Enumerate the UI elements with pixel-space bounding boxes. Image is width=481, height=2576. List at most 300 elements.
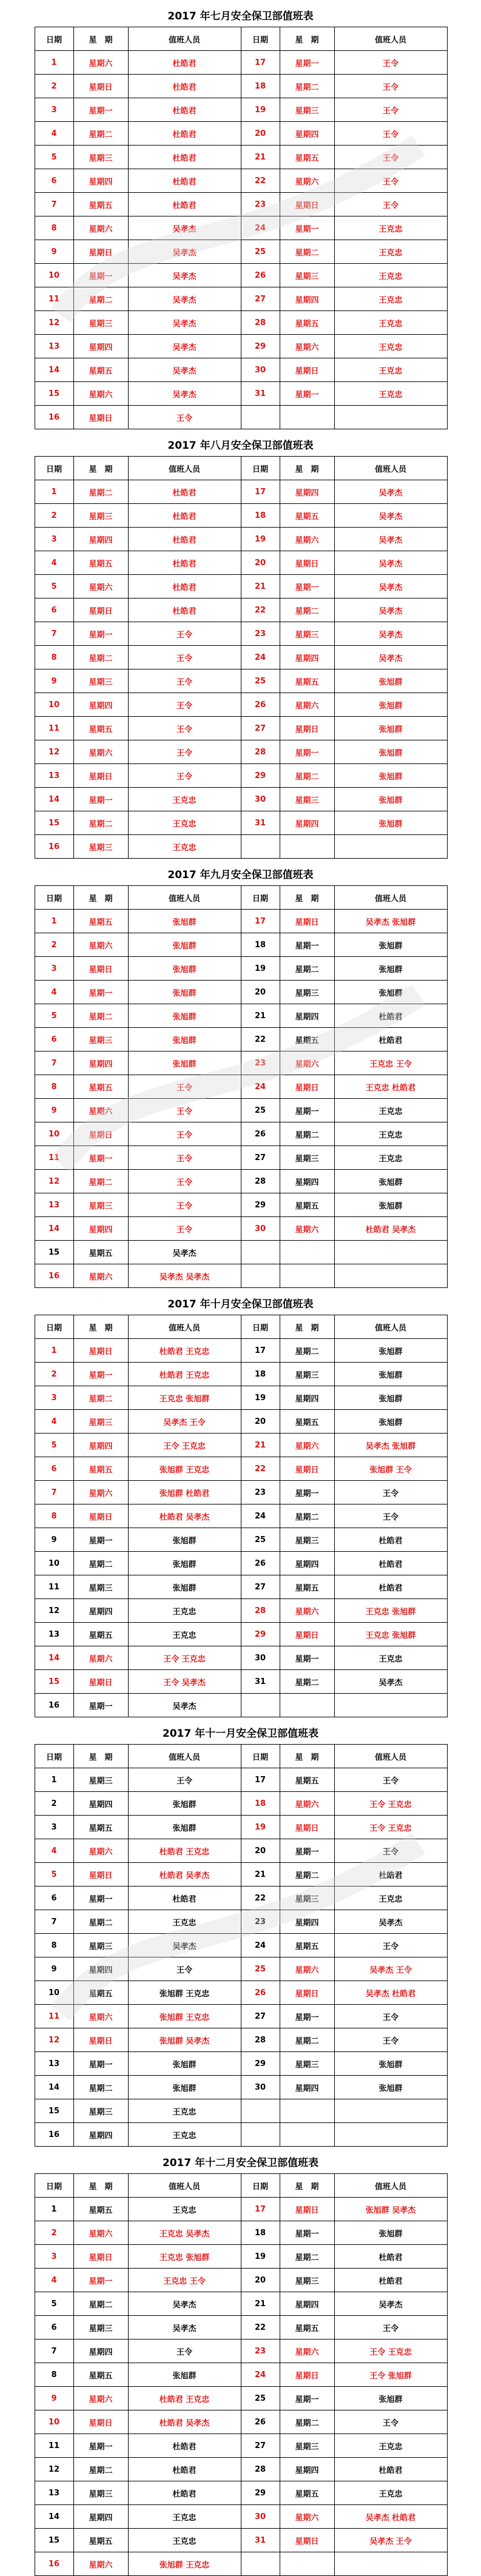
cell-weekday: 星期五 bbox=[73, 551, 128, 575]
cell-weekday: 星期六 bbox=[73, 1646, 128, 1670]
cell-day: 13 bbox=[35, 1193, 73, 1217]
cell-staff: 杜皓君 bbox=[128, 51, 241, 75]
cell-weekday: 星期六 bbox=[73, 2005, 128, 2028]
table-row bbox=[35, 169, 447, 193]
cell-day: 27 bbox=[241, 1146, 280, 1170]
cell-weekday: 星期三 bbox=[280, 98, 334, 122]
cell-day: 23 bbox=[241, 1052, 280, 1075]
cell-weekday: 星期一 bbox=[73, 1528, 128, 1552]
table-row bbox=[35, 2505, 447, 2529]
cell-weekday: 星期二 bbox=[280, 2245, 334, 2269]
cell-day: 27 bbox=[241, 717, 280, 740]
table-row bbox=[35, 1410, 447, 1434]
cell-day: 11 bbox=[35, 2005, 73, 2028]
cell-weekday: 星期日 bbox=[73, 957, 128, 981]
cell-day: 26 bbox=[241, 1122, 280, 1146]
cell-day: 24 bbox=[241, 216, 280, 240]
cell-staff: 王令 bbox=[128, 1170, 241, 1193]
cell-staff: 王令 bbox=[128, 622, 241, 646]
cell-weekday: 星期六 bbox=[73, 933, 128, 957]
cell-weekday: 星期二 bbox=[280, 1339, 334, 1363]
cell-staff: 王克忠 张旭群 bbox=[334, 1623, 447, 1646]
cell-staff: 王令 王克忠 bbox=[334, 1792, 447, 1816]
cell-day: 10 bbox=[35, 2410, 73, 2434]
column-header-day: 日期 bbox=[35, 1315, 73, 1339]
duty-table bbox=[35, 456, 448, 859]
cell-day: 6 bbox=[35, 169, 73, 193]
table-row bbox=[35, 504, 447, 528]
cell-staff: 张旭群 bbox=[334, 740, 447, 764]
column-header-day: 日期 bbox=[35, 1745, 73, 1768]
cell-staff: 王克忠 bbox=[334, 240, 447, 264]
cell-day: 29 bbox=[241, 764, 280, 788]
cell-staff: 张旭群 bbox=[128, 1028, 241, 1052]
cell-day: 30 bbox=[241, 358, 280, 382]
cell-weekday: 星期日 bbox=[280, 358, 334, 382]
cell-weekday: 星期二 bbox=[73, 1386, 128, 1410]
cell-weekday: 星期四 bbox=[280, 2076, 334, 2099]
table-row bbox=[35, 599, 447, 622]
cell-day: 2 bbox=[35, 504, 73, 528]
cell-day: 2 bbox=[35, 1792, 73, 1816]
cell-weekday: 星期六 bbox=[73, 216, 128, 240]
cell-weekday: 星期一 bbox=[280, 2005, 334, 2028]
cell-staff: 王克忠 bbox=[128, 1623, 241, 1646]
cell-day: 24 bbox=[241, 1504, 280, 1528]
cell-staff: 王克忠 bbox=[128, 835, 241, 859]
cell-day bbox=[241, 2552, 280, 2576]
cell-day: 5 bbox=[35, 1863, 73, 1887]
cell-weekday bbox=[280, 1241, 334, 1264]
cell-weekday: 星期二 bbox=[280, 764, 334, 788]
cell-day: 15 bbox=[35, 1241, 73, 1264]
cell-weekday: 星期日 bbox=[280, 1981, 334, 2005]
cell-day: 22 bbox=[241, 1028, 280, 1052]
cell-day: 7 bbox=[35, 1910, 73, 1934]
cell-weekday: 星期五 bbox=[73, 1241, 128, 1264]
cell-weekday: 星期三 bbox=[73, 1410, 128, 1434]
cell-day bbox=[241, 406, 280, 429]
cell-staff: 王令 bbox=[334, 146, 447, 169]
cell-weekday: 星期日 bbox=[280, 551, 334, 575]
cell-weekday: 星期四 bbox=[73, 2340, 128, 2363]
cell-day: 30 bbox=[241, 1217, 280, 1241]
cell-staff: 吴孝杰 bbox=[128, 216, 241, 240]
cell-weekday: 星期五 bbox=[73, 1623, 128, 1646]
cell-day: 21 bbox=[241, 2292, 280, 2316]
cell-weekday: 星期五 bbox=[73, 910, 128, 933]
cell-day: 22 bbox=[241, 2316, 280, 2340]
cell-staff: 张旭群 吴孝杰 bbox=[334, 2198, 447, 2221]
cell-day: 20 bbox=[241, 981, 280, 1004]
month-section bbox=[35, 1717, 447, 2147]
table-row bbox=[35, 2529, 447, 2552]
cell-day: 13 bbox=[35, 2481, 73, 2505]
cell-day: 3 bbox=[35, 1386, 73, 1410]
cell-day: 21 bbox=[241, 1434, 280, 1457]
cell-weekday bbox=[280, 2099, 334, 2123]
table-row bbox=[35, 910, 447, 933]
cell-staff: 张旭群 bbox=[334, 788, 447, 811]
table-row bbox=[35, 1481, 447, 1504]
cell-staff: 张旭群 bbox=[334, 933, 447, 957]
cell-day: 13 bbox=[35, 335, 73, 358]
cell-weekday: 星期四 bbox=[73, 1052, 128, 1075]
table-row bbox=[35, 1363, 447, 1386]
table-row bbox=[35, 287, 447, 311]
cell-staff: 王令 bbox=[334, 1839, 447, 1863]
cell-day: 10 bbox=[35, 1981, 73, 2005]
table-row bbox=[35, 1504, 447, 1528]
cell-day: 3 bbox=[35, 957, 73, 981]
cell-day: 27 bbox=[241, 287, 280, 311]
cell-day: 3 bbox=[35, 1816, 73, 1839]
table-row bbox=[35, 981, 447, 1004]
cell-weekday: 星期一 bbox=[73, 1887, 128, 1910]
cell-day: 8 bbox=[35, 1504, 73, 1528]
cell-staff: 王令 bbox=[128, 1957, 241, 1981]
cell-weekday: 星期四 bbox=[280, 2292, 334, 2316]
cell-day: 1 bbox=[35, 2198, 73, 2221]
table-row bbox=[35, 2028, 447, 2052]
cell-day: 16 bbox=[35, 835, 73, 859]
cell-weekday bbox=[280, 1694, 334, 1717]
cell-staff: 张旭群 bbox=[128, 933, 241, 957]
cell-weekday: 星期一 bbox=[73, 1146, 128, 1170]
cell-day: 16 bbox=[35, 2552, 73, 2576]
cell-weekday: 星期五 bbox=[280, 2316, 334, 2340]
cell-weekday: 星期一 bbox=[280, 382, 334, 406]
cell-staff: 王令 bbox=[334, 98, 447, 122]
cell-weekday: 星期四 bbox=[73, 1599, 128, 1623]
cell-day: 2 bbox=[35, 1363, 73, 1386]
table-row bbox=[35, 1075, 447, 1099]
cell-weekday: 星期三 bbox=[280, 2434, 334, 2458]
table-row bbox=[35, 2052, 447, 2076]
cell-staff: 杜皓君 bbox=[128, 599, 241, 622]
cell-staff: 吴孝杰 吴孝杰 bbox=[128, 1264, 241, 1288]
cell-weekday: 星期五 bbox=[280, 669, 334, 693]
cell-day: 31 bbox=[241, 2529, 280, 2552]
cell-day: 2 bbox=[35, 2221, 73, 2245]
cell-weekday: 星期五 bbox=[73, 2529, 128, 2552]
cell-weekday: 星期三 bbox=[73, 2481, 128, 2505]
table-row bbox=[35, 2269, 447, 2292]
table-header-row bbox=[35, 2174, 447, 2198]
cell-staff: 王令 bbox=[334, 1934, 447, 1957]
cell-staff bbox=[334, 2552, 447, 2576]
cell-staff: 王克忠 bbox=[334, 264, 447, 287]
cell-staff: 张旭群 bbox=[128, 2076, 241, 2099]
table-row bbox=[35, 1957, 447, 1981]
column-header-weekday: 星 期 bbox=[73, 27, 128, 51]
cell-weekday: 星期六 bbox=[73, 2221, 128, 2245]
cell-weekday: 星期五 bbox=[73, 1816, 128, 1839]
column-header-weekday: 星 期 bbox=[73, 886, 128, 910]
cell-day: 25 bbox=[241, 2387, 280, 2410]
cell-staff: 张旭群 bbox=[334, 1170, 447, 1193]
cell-staff: 王令 bbox=[334, 193, 447, 216]
table-row bbox=[35, 2387, 447, 2410]
month-section bbox=[35, 429, 447, 859]
cell-staff: 杜皓君 bbox=[334, 2245, 447, 2269]
table-row bbox=[35, 740, 447, 764]
column-header-weekday: 星 期 bbox=[73, 2174, 128, 2198]
cell-staff: 王令 王克忠 bbox=[128, 1434, 241, 1457]
column-header-staff: 值班人员 bbox=[128, 457, 241, 480]
table-row bbox=[35, 1863, 447, 1887]
cell-staff: 杜皓君 bbox=[334, 2269, 447, 2292]
table-row bbox=[35, 146, 447, 169]
cell-day: 1 bbox=[35, 1768, 73, 1792]
cell-day: 7 bbox=[35, 1481, 73, 1504]
cell-weekday: 星期二 bbox=[73, 287, 128, 311]
cell-weekday: 星期四 bbox=[280, 1386, 334, 1410]
cell-weekday: 星期六 bbox=[280, 528, 334, 551]
cell-staff: 王克忠 bbox=[128, 2505, 241, 2529]
cell-staff: 杜皓君 bbox=[128, 528, 241, 551]
cell-day: 6 bbox=[35, 2316, 73, 2340]
cell-day: 10 bbox=[35, 1122, 73, 1146]
table-row bbox=[35, 1146, 447, 1170]
cell-day: 30 bbox=[241, 2505, 280, 2529]
cell-day: 19 bbox=[241, 1816, 280, 1839]
cell-day: 30 bbox=[241, 788, 280, 811]
cell-staff: 王克忠 bbox=[128, 788, 241, 811]
table-row bbox=[35, 2198, 447, 2221]
cell-day: 7 bbox=[35, 193, 73, 216]
cell-day: 28 bbox=[241, 740, 280, 764]
cell-day: 17 bbox=[241, 1339, 280, 1363]
cell-staff: 王克忠 bbox=[334, 1146, 447, 1170]
cell-day: 25 bbox=[241, 240, 280, 264]
cell-day: 14 bbox=[35, 2505, 73, 2529]
cell-staff: 杜皓君 王克忠 bbox=[128, 1339, 241, 1363]
month-title: 2017 年十二月安全保卫部值班表 bbox=[162, 2157, 319, 2169]
cell-day: 22 bbox=[241, 169, 280, 193]
table-row bbox=[35, 406, 447, 429]
cell-day: 11 bbox=[35, 2434, 73, 2458]
cell-staff bbox=[334, 2099, 447, 2123]
cell-weekday: 星期一 bbox=[280, 1099, 334, 1122]
table-row bbox=[35, 1910, 447, 1934]
cell-staff: 王克忠 张旭群 bbox=[128, 1386, 241, 1410]
cell-day: 12 bbox=[35, 2028, 73, 2052]
cell-day: 28 bbox=[241, 1599, 280, 1623]
cell-staff: 杜皓君 bbox=[334, 1575, 447, 1599]
cell-staff: 王令 bbox=[128, 740, 241, 764]
cell-weekday: 星期四 bbox=[73, 1434, 128, 1457]
table-row bbox=[35, 575, 447, 599]
cell-day: 29 bbox=[241, 1193, 280, 1217]
column-header-day: 日期 bbox=[241, 1745, 280, 1768]
cell-day: 16 bbox=[35, 406, 73, 429]
cell-weekday: 星期二 bbox=[280, 2028, 334, 2052]
cell-staff: 张旭群 bbox=[334, 669, 447, 693]
cell-weekday: 星期日 bbox=[73, 75, 128, 98]
cell-day: 3 bbox=[35, 2245, 73, 2269]
cell-staff: 张旭群 bbox=[334, 2076, 447, 2099]
cell-staff: 吴孝杰 bbox=[128, 240, 241, 264]
cell-weekday: 星期四 bbox=[280, 480, 334, 504]
cell-weekday: 星期一 bbox=[280, 1839, 334, 1863]
cell-staff bbox=[334, 406, 447, 429]
cell-staff: 王克忠 bbox=[128, 1599, 241, 1623]
cell-staff: 杜皓君 bbox=[128, 122, 241, 146]
cell-weekday: 星期一 bbox=[73, 1363, 128, 1386]
cell-weekday: 星期五 bbox=[73, 1457, 128, 1481]
cell-weekday: 星期三 bbox=[73, 1934, 128, 1957]
table-row bbox=[35, 2340, 447, 2363]
cell-day: 15 bbox=[35, 1670, 73, 1694]
cell-staff: 吴孝杰 张旭群 bbox=[334, 1434, 447, 1457]
cell-weekday: 星期日 bbox=[280, 1457, 334, 1481]
cell-weekday: 星期六 bbox=[73, 575, 128, 599]
table-row bbox=[35, 1528, 447, 1552]
cell-staff: 吴孝杰 bbox=[128, 1694, 241, 1717]
cell-weekday: 星期三 bbox=[280, 1887, 334, 1910]
cell-day: 18 bbox=[241, 2221, 280, 2245]
cell-weekday: 星期五 bbox=[73, 1075, 128, 1099]
cell-weekday: 星期四 bbox=[73, 693, 128, 717]
cell-staff: 王克忠 bbox=[128, 2529, 241, 2552]
cell-staff: 杜皓君 bbox=[334, 1863, 447, 1887]
cell-day: 19 bbox=[241, 957, 280, 981]
cell-weekday: 星期一 bbox=[73, 981, 128, 1004]
cell-staff: 张旭群 bbox=[334, 1386, 447, 1410]
cell-staff: 吴孝杰 bbox=[334, 1910, 447, 1934]
cell-day: 30 bbox=[241, 1646, 280, 1670]
cell-day: 15 bbox=[35, 2099, 73, 2123]
table-header-row bbox=[35, 27, 447, 51]
cell-staff: 杜皓君 bbox=[128, 146, 241, 169]
cell-day: 22 bbox=[241, 1887, 280, 1910]
table-row bbox=[35, 2005, 447, 2028]
cell-day: 17 bbox=[241, 910, 280, 933]
cell-day: 9 bbox=[35, 240, 73, 264]
cell-staff: 王令 bbox=[128, 1122, 241, 1146]
cell-day: 28 bbox=[241, 2458, 280, 2481]
table-row bbox=[35, 669, 447, 693]
cell-weekday: 星期一 bbox=[73, 622, 128, 646]
cell-weekday: 星期一 bbox=[280, 1646, 334, 1670]
cell-staff: 杜皓君 吴孝杰 bbox=[128, 2410, 241, 2434]
table-header-row bbox=[35, 886, 447, 910]
cell-staff: 吴孝杰 王令 bbox=[128, 1410, 241, 1434]
cell-day: 12 bbox=[35, 311, 73, 335]
cell-day: 8 bbox=[35, 2363, 73, 2387]
column-header-staff: 值班人员 bbox=[334, 2174, 447, 2198]
cell-day: 21 bbox=[241, 1863, 280, 1887]
cell-day: 25 bbox=[241, 1528, 280, 1552]
table-row bbox=[35, 358, 447, 382]
column-header-staff: 值班人员 bbox=[334, 27, 447, 51]
cell-staff: 吴孝杰 bbox=[128, 2316, 241, 2340]
cell-weekday: 星期四 bbox=[280, 122, 334, 146]
table-header-row bbox=[35, 1745, 447, 1768]
cell-staff: 吴孝杰 bbox=[128, 1934, 241, 1957]
cell-staff: 王令 bbox=[128, 1146, 241, 1170]
cell-weekday: 星期日 bbox=[73, 406, 128, 429]
cell-day: 25 bbox=[241, 669, 280, 693]
cell-staff: 王克忠 bbox=[334, 335, 447, 358]
cell-weekday: 星期二 bbox=[73, 811, 128, 835]
table-row bbox=[35, 1575, 447, 1599]
cell-day: 9 bbox=[35, 1528, 73, 1552]
cell-staff: 吴孝杰 bbox=[128, 2292, 241, 2316]
cell-weekday: 星期日 bbox=[73, 1504, 128, 1528]
cell-weekday: 星期三 bbox=[280, 1528, 334, 1552]
cell-day: 24 bbox=[241, 1934, 280, 1957]
cell-weekday: 星期二 bbox=[280, 599, 334, 622]
cell-day: 27 bbox=[241, 2434, 280, 2458]
cell-weekday: 星期六 bbox=[280, 1599, 334, 1623]
cell-weekday: 星期四 bbox=[280, 1552, 334, 1575]
cell-staff: 吴孝杰 bbox=[334, 504, 447, 528]
cell-day: 18 bbox=[241, 1792, 280, 1816]
cell-staff: 王克忠 杜皓君 bbox=[334, 1075, 447, 1099]
cell-day: 4 bbox=[35, 551, 73, 575]
cell-staff: 吴孝杰 bbox=[128, 264, 241, 287]
table-row bbox=[35, 2552, 447, 2576]
cell-day: 8 bbox=[35, 1934, 73, 1957]
cell-staff: 王克忠 王令 bbox=[128, 2269, 241, 2292]
cell-day: 1 bbox=[35, 910, 73, 933]
month-title: 2017 年七月安全保卫部值班表 bbox=[167, 10, 314, 22]
column-header-day: 日期 bbox=[241, 2174, 280, 2198]
cell-day: 13 bbox=[35, 764, 73, 788]
cell-weekday: 星期三 bbox=[73, 1768, 128, 1792]
cell-staff: 王克忠 bbox=[334, 2434, 447, 2458]
cell-day: 8 bbox=[35, 1075, 73, 1099]
cell-staff: 王令 bbox=[128, 717, 241, 740]
cell-day bbox=[241, 2123, 280, 2147]
cell-weekday: 星期四 bbox=[73, 528, 128, 551]
cell-staff: 张旭群 bbox=[128, 1528, 241, 1552]
cell-day: 25 bbox=[241, 1957, 280, 1981]
column-header-staff: 值班人员 bbox=[128, 1315, 241, 1339]
column-header-day: 日期 bbox=[35, 2174, 73, 2198]
cell-weekday: 星期四 bbox=[280, 646, 334, 669]
cell-weekday: 星期日 bbox=[73, 1122, 128, 1146]
table-row bbox=[35, 1434, 447, 1457]
cell-day bbox=[241, 1694, 280, 1717]
cell-weekday: 星期四 bbox=[280, 1910, 334, 1934]
table-row bbox=[35, 1004, 447, 1028]
cell-weekday: 星期六 bbox=[73, 51, 128, 75]
cell-weekday: 星期二 bbox=[73, 2076, 128, 2099]
cell-staff: 张旭群 bbox=[128, 2363, 241, 2387]
cell-weekday: 星期六 bbox=[280, 2340, 334, 2363]
cell-staff: 王令 bbox=[128, 1768, 241, 1792]
column-header-weekday: 星 期 bbox=[280, 27, 334, 51]
table-row bbox=[35, 1934, 447, 1957]
column-header-staff: 值班人员 bbox=[128, 1745, 241, 1768]
month-section bbox=[35, 2147, 447, 2576]
cell-weekday: 星期日 bbox=[280, 2363, 334, 2387]
cell-staff: 王令 吴孝杰 bbox=[128, 1670, 241, 1694]
cell-staff: 王克忠 bbox=[334, 382, 447, 406]
cell-weekday: 星期三 bbox=[73, 2316, 128, 2340]
cell-staff: 王克忠 张旭群 bbox=[334, 1599, 447, 1623]
cell-staff: 王令 bbox=[128, 2340, 241, 2363]
cell-weekday bbox=[280, 2552, 334, 2576]
cell-staff: 王令 bbox=[128, 1193, 241, 1217]
cell-weekday: 星期六 bbox=[280, 1217, 334, 1241]
cell-staff: 王令 bbox=[334, 169, 447, 193]
cell-weekday: 星期五 bbox=[73, 1981, 128, 2005]
cell-weekday: 星期三 bbox=[73, 504, 128, 528]
